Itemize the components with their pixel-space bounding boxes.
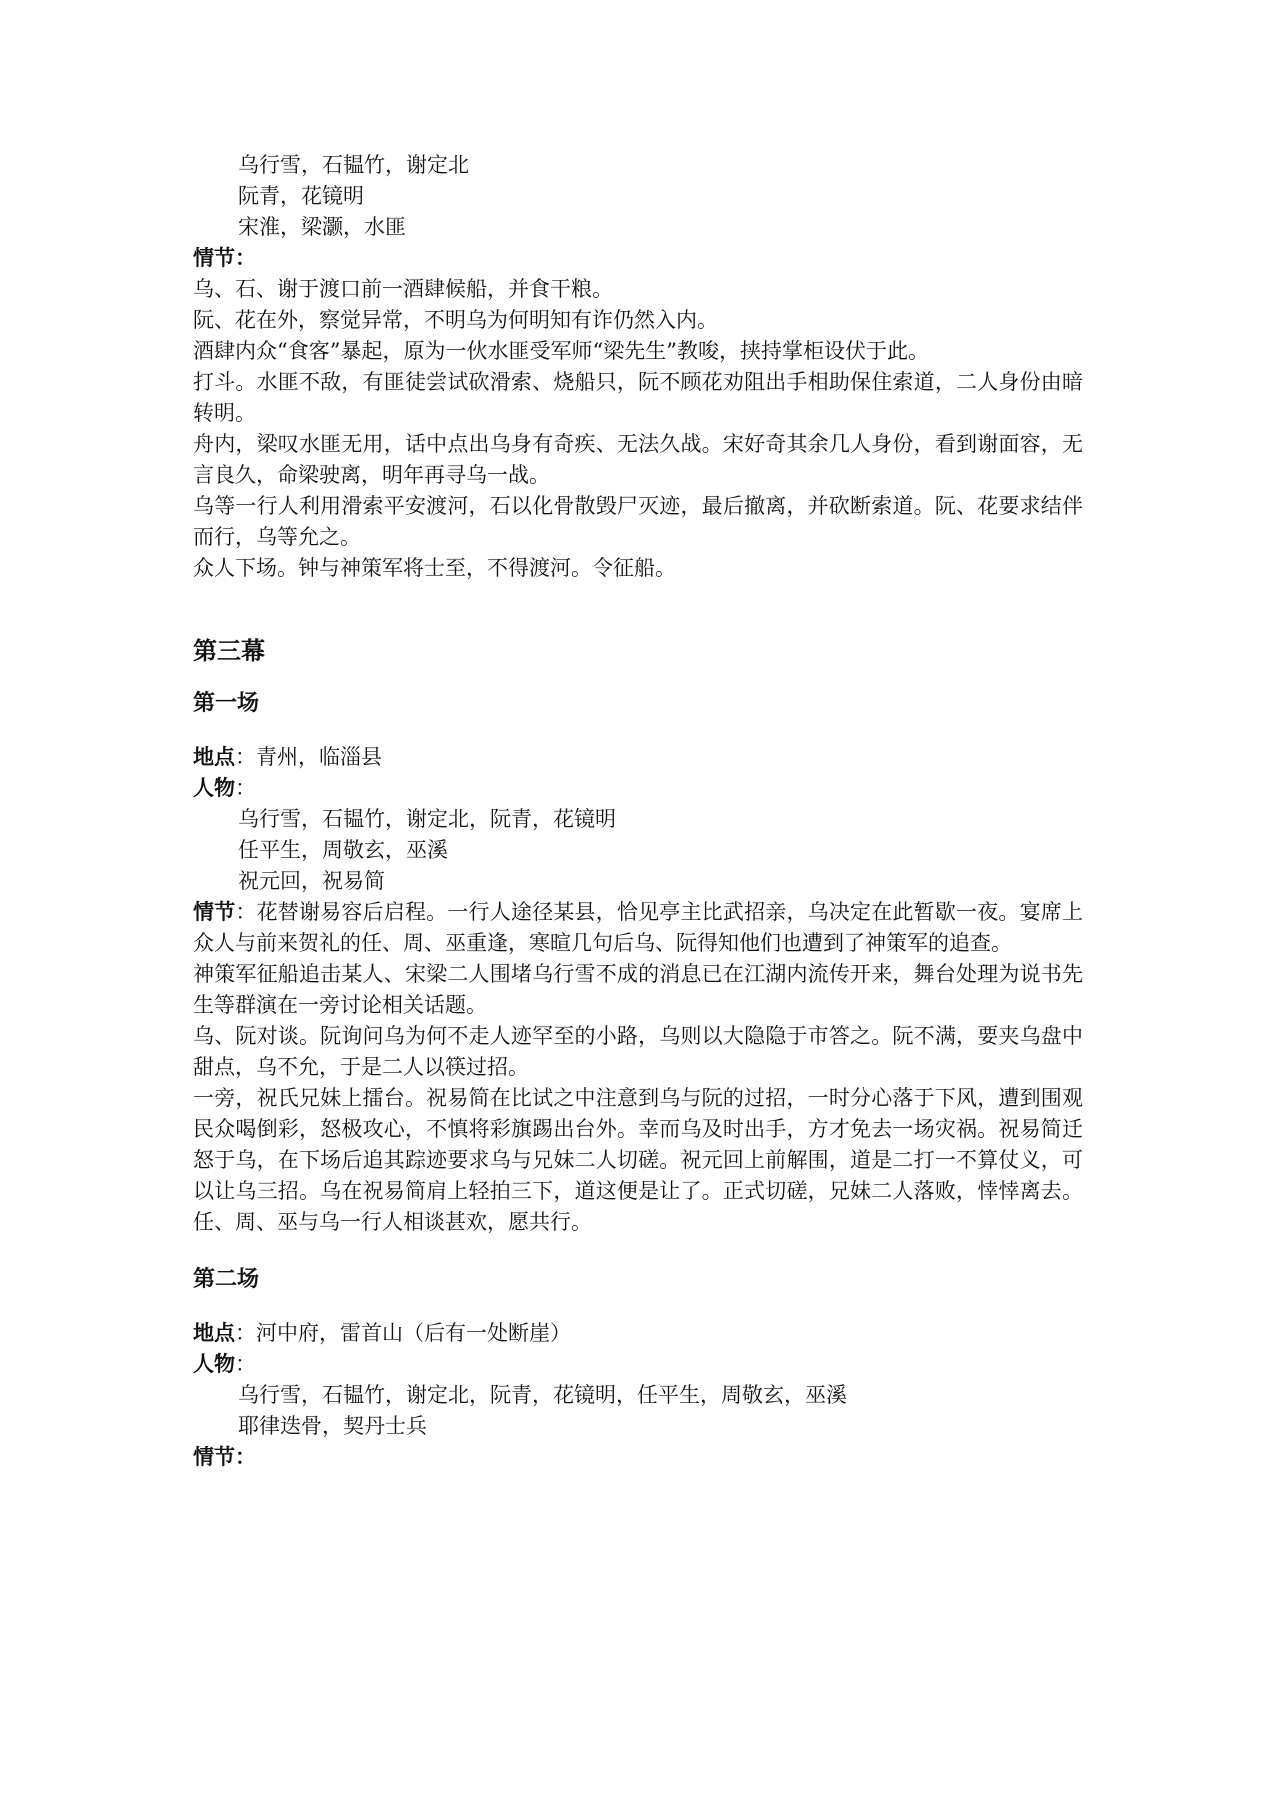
people-line bbox=[193, 773, 1083, 804]
cast-line: 乌行雪，石韫竹，谢定北，阮青，花镜明，任平生，周敬玄，巫溪 bbox=[238, 1383, 847, 1407]
plot-label: 情节： bbox=[193, 1445, 256, 1469]
people-colon: ： bbox=[235, 1352, 256, 1376]
plot-paragraph: 众人下场。钟与神策军将士至，不得渡河。令征船。 bbox=[193, 556, 676, 580]
cast-line: 阮青，花镜明 bbox=[238, 184, 364, 208]
place-label: 地点 bbox=[193, 1321, 235, 1345]
place-label: 地点 bbox=[193, 745, 235, 769]
act-title: 第三幕 bbox=[193, 637, 265, 665]
cast-line: 耶律迭骨，契丹士兵 bbox=[238, 1414, 427, 1438]
place-value: ：青州，临淄县 bbox=[235, 745, 382, 769]
scene-title: 第一场 bbox=[193, 691, 260, 716]
place-line bbox=[193, 1318, 1083, 1349]
plot-paragraph: 一旁，祝氏兄妹上擂台。祝易简在比试之中注意到乌与阮的过招，一时分心落于下风，遭到围观民众喝倒彩，怒极攻心，不慎将彩旗踢出台外。幸而乌及时出手，方才免去一场灾祸。祝易简迁怒于乌，在下场后追其踪迹要求乌与兄妹二人切磋。祝元回上前解围，道是二打一不算仗义，可以让乌三招。乌在祝易简肩上轻拍三下，道这便是让了。正式切磋，兄妹二人落败，悻悻离去。任、周、巫与乌一行人相谈甚欢，愿共行。 bbox=[193, 1086, 1083, 1234]
people-colon: ： bbox=[235, 776, 256, 800]
plot-paragraph: 舟内，梁叹水匪无用，话中点出乌身有奇疾、无法久战。宋好奇其余几人身份，看到谢面容，无言良久，命梁驶离，明年再寻乌一战。 bbox=[193, 432, 1083, 487]
people-line bbox=[193, 1349, 1083, 1380]
plot-paragraph: 阮、花在外，察觉异常，不明乌为何明知有诈仍然入内。 bbox=[193, 308, 718, 332]
cast-line: 乌行雪，石韫竹，谢定北 bbox=[238, 153, 469, 177]
cast-list bbox=[193, 804, 1083, 897]
plot-section-top bbox=[193, 274, 1083, 584]
people-label: 人物 bbox=[193, 1352, 235, 1376]
plot-paragraph: 乌、阮对谈。阮询问乌为何不走人迹罕至的小路，乌则以大隐隐于市答之。阮不满，要夹乌盘中甜点，乌不允，于是二人以筷过招。 bbox=[193, 1024, 1083, 1079]
cast-line: 宋淮，梁灏，水匪 bbox=[238, 215, 406, 239]
plot-label: 情节： bbox=[193, 246, 256, 270]
place-value: ：河中府，雷首山（后有一处断崖） bbox=[235, 1321, 571, 1345]
cast-line: 祝元回，祝易简 bbox=[238, 869, 385, 893]
plot-paragraph: 打斗。水匪不敌，有匪徒尝试砍滑索、烧船只，阮不顾花劝阻出手相助保住索道，二人身份由暗转明。 bbox=[193, 370, 1083, 425]
people-label: 人物 bbox=[193, 776, 235, 800]
plot-paragraph: 乌等一行人利用滑索平安渡河，石以化骨散毁尸灭迹，最后撤离，并砍断索道。阮、花要求结伴而行，乌等允之。 bbox=[193, 494, 1083, 549]
cast-list bbox=[193, 1380, 1083, 1442]
place-line bbox=[193, 742, 1083, 773]
scene-title: 第二场 bbox=[193, 1267, 260, 1292]
plot-paragraph: 乌、石、谢于渡口前一酒肆候船，并食干粮。 bbox=[193, 277, 613, 301]
plot-paragraph: 酒肆内众“食客”暴起，原为一伙水匪受军师“梁先生”教唆，挟持掌柜设伏于此。 bbox=[193, 339, 929, 363]
plot-label: 情节 bbox=[193, 900, 236, 924]
document-page bbox=[193, 150, 1083, 1473]
cast-list-top bbox=[193, 150, 1083, 243]
plot-paragraph bbox=[193, 897, 1083, 959]
cast-line: 乌行雪，石韫竹，谢定北，阮青，花镜明 bbox=[238, 807, 616, 831]
plot-paragraph: 神策军征船追击某人、宋梁二人围堵乌行雪不成的消息已在江湖内流传开来，舞台处理为说书先生等群演在一旁讨论相关话题。 bbox=[193, 962, 1083, 1017]
plot-text: ：花替谢易容后启程。一行人途径某县，恰见亭主比武招亲，乌决定在此暂歇一夜。宴席上众人与前来贺礼的任、周、巫重逢，寒暄几句后乌、阮得知他们也遭到了神策军的追查。 bbox=[193, 900, 1083, 955]
cast-line: 任平生，周敬玄，巫溪 bbox=[238, 838, 448, 862]
